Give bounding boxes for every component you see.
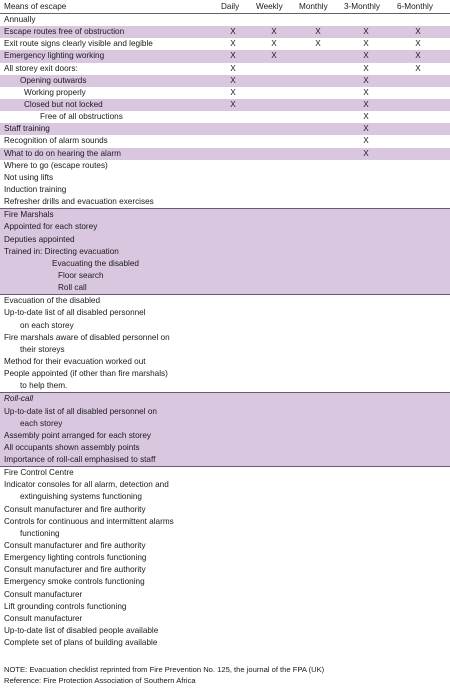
table-row	[0, 258, 450, 270]
table-row	[0, 491, 450, 503]
row-label: Up-to-date list of disabled people available	[4, 626, 159, 636]
check-mark: X	[230, 63, 236, 73]
row-label: Opening outwards	[20, 75, 87, 85]
check-mark: X	[363, 136, 369, 146]
reference-text: Reference: Fire Protection Association of Southern Africa	[4, 676, 196, 685]
header-6-monthly: 6-Monthly	[397, 2, 433, 11]
header-daily: Daily	[221, 2, 240, 11]
row-label: All occupants shown assembly points	[4, 442, 140, 452]
row-label: Floor search	[58, 270, 104, 280]
table-row	[0, 208, 450, 221]
check-mark: X	[363, 75, 369, 85]
row-label: What to do on hearing the alarm	[4, 148, 121, 158]
table-row	[0, 63, 450, 75]
table-row	[0, 75, 450, 87]
header-means: Means of escape	[4, 2, 67, 11]
table-row	[0, 123, 450, 135]
table-row	[0, 332, 450, 344]
row-label: Importance of roll-call emphasised to staff	[4, 455, 156, 465]
row-label: All storey exit doors:	[4, 63, 78, 73]
table-row	[0, 454, 450, 466]
check-mark: X	[415, 39, 421, 49]
row-label: Working properly	[24, 87, 86, 97]
header-3-monthly: 3-Monthly	[344, 2, 380, 11]
table-row	[0, 637, 450, 649]
row-label: Consult manufacturer	[4, 589, 83, 599]
table-row	[0, 442, 450, 454]
check-mark: X	[271, 39, 277, 49]
check-mark: X	[415, 51, 421, 61]
table-row	[0, 380, 450, 392]
row-label: Consult manufacturer	[4, 613, 83, 623]
row-label: Refresher drills and evacuation exercises	[4, 197, 154, 207]
row-label: Emergency smoke controls functioning	[4, 577, 145, 587]
table-row	[0, 356, 450, 368]
table-row	[0, 50, 450, 62]
table-row	[0, 14, 450, 26]
header-monthly: Monthly	[299, 2, 328, 11]
row-label: extinguishing systems functioning	[20, 492, 142, 502]
table-row	[0, 552, 450, 564]
table-row	[0, 540, 450, 552]
table-row	[0, 320, 450, 332]
check-mark: X	[230, 27, 236, 37]
table-row	[0, 184, 450, 196]
row-label: Induction training	[4, 184, 67, 194]
row-label: Consult manufacturer and fire authority	[4, 541, 146, 551]
check-mark: X	[363, 63, 369, 73]
row-label: Trained in: Directing evacuation	[4, 246, 119, 256]
row-label: Not using lifts	[4, 172, 54, 182]
note-text: NOTE: Evacuation checklist reprinted from Fire Prevention No. 125, the journal of the FPA (UK)	[4, 665, 325, 674]
table-row	[0, 589, 450, 601]
check-mark: X	[363, 148, 369, 158]
row-label: Free of all obstructions	[40, 112, 123, 122]
row-label: Appointed for each storey	[4, 222, 98, 232]
row-label: to help them.	[20, 381, 68, 391]
row-label: People appointed (if other than fire marshals)	[4, 369, 168, 379]
row-label: Escape routes free of obstruction	[4, 27, 125, 37]
table-row	[0, 564, 450, 576]
table-row	[0, 99, 450, 111]
row-label: Emergency lighting working	[4, 51, 105, 61]
check-mark: X	[363, 27, 369, 37]
table-row	[0, 160, 450, 172]
check-mark: X	[230, 75, 236, 85]
check-mark: X	[363, 99, 369, 109]
table-row	[0, 307, 450, 319]
check-mark: X	[415, 27, 421, 37]
row-label: Evacuating the disabled	[52, 258, 139, 268]
table-row	[0, 613, 450, 625]
row-label: Indicator consoles for all alarm, detection and	[4, 480, 169, 490]
table-row	[0, 172, 450, 184]
row-label: Consult manufacturer and fire authority	[4, 565, 146, 575]
row-label: Deputies appointed	[4, 234, 75, 244]
row-label: Complete set of plans of building available	[4, 638, 158, 648]
table-row	[0, 294, 450, 307]
table-row	[0, 246, 450, 258]
table-row	[0, 430, 450, 442]
row-label: Roll call	[58, 283, 87, 293]
row-label: each storey	[20, 418, 63, 428]
table-body	[0, 14, 450, 649]
table-row	[0, 392, 450, 405]
row-label: Evacuation of the disabled	[4, 296, 101, 306]
table-row	[0, 135, 450, 147]
row-label: Fire marshals aware of disabled personnel on	[4, 332, 170, 342]
row-label: Exit route signs clearly visible and legible	[4, 39, 153, 49]
check-mark: X	[363, 87, 369, 97]
table-row	[0, 406, 450, 418]
row-label: Staff training	[4, 124, 50, 134]
table-row	[0, 344, 450, 356]
table-row	[0, 270, 450, 282]
table-row	[0, 418, 450, 430]
row-label: their storeys	[20, 344, 65, 354]
table-row	[0, 196, 450, 208]
row-label: Consult manufacturer and fire authority	[4, 504, 146, 514]
check-mark: X	[230, 51, 236, 61]
table-row	[0, 504, 450, 516]
row-label: Fire Marshals	[4, 210, 54, 220]
row-label: Lift grounding controls functioning	[4, 601, 127, 611]
row-label: Roll-call	[4, 394, 34, 404]
row-label: Fire Control Centre	[4, 468, 74, 478]
row-label: Closed but not locked	[24, 99, 103, 109]
row-label: Method for their evacuation worked out	[4, 356, 146, 366]
table-row	[0, 234, 450, 246]
row-label: Up-to-date list of all disabled personnel on	[4, 406, 157, 416]
check-mark: X	[363, 39, 369, 49]
check-mark: X	[271, 27, 277, 37]
table-row	[0, 148, 450, 160]
table-row	[0, 26, 450, 38]
check-mark: X	[315, 27, 321, 37]
table-row	[0, 601, 450, 613]
table-row	[0, 111, 450, 123]
table-row	[0, 576, 450, 588]
footnotes	[4, 664, 448, 686]
table-row	[0, 528, 450, 540]
row-label: Where to go (escape routes)	[4, 160, 108, 170]
table-row	[0, 625, 450, 637]
row-label: Controls for continuous and intermittent alarms	[4, 516, 174, 526]
row-label: Emergency lighting controls functioning	[4, 553, 147, 563]
check-mark: X	[415, 63, 421, 73]
table-header	[0, 0, 450, 14]
table-row	[0, 87, 450, 99]
check-mark: X	[271, 51, 277, 61]
check-mark: X	[315, 39, 321, 49]
header-weekly: Weekly	[256, 2, 283, 11]
table-row	[0, 516, 450, 528]
row-label: Assembly point arranged for each storey	[4, 430, 151, 440]
row-label: functioning	[20, 528, 60, 538]
row-label: Up-to-date list of all disabled personnel	[4, 308, 146, 318]
check-mark: X	[230, 87, 236, 97]
check-mark: X	[363, 51, 369, 61]
table-row	[0, 479, 450, 491]
table-row	[0, 221, 450, 233]
row-label: Annually	[4, 15, 36, 24]
table-row	[0, 368, 450, 380]
table-row	[0, 466, 450, 479]
check-mark: X	[230, 99, 236, 109]
table-row	[0, 38, 450, 50]
row-label: Recognition of alarm sounds	[4, 136, 108, 146]
table-row	[0, 282, 450, 294]
check-mark: X	[363, 124, 369, 134]
row-label: on each storey	[20, 320, 74, 330]
check-mark: X	[363, 112, 369, 122]
check-mark: X	[230, 39, 236, 49]
